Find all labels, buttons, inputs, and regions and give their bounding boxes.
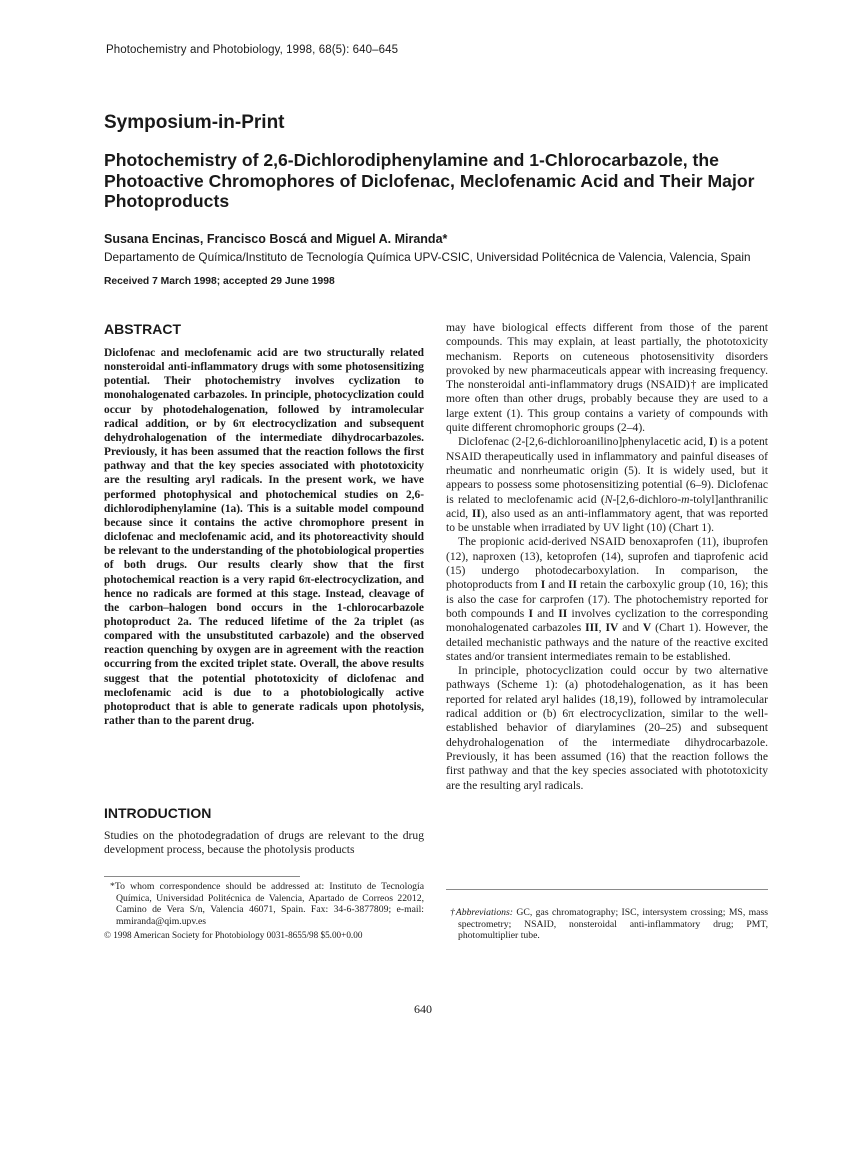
footnote-divider (446, 889, 768, 890)
running-head: Photochemistry and Photobiology, 1998, 68(5): 640–645 (106, 44, 399, 56)
abbreviations-footnote (446, 907, 768, 942)
affiliation: Departamento de Química/Instituto de Tecnología Química UPV-CSIC, Universidad Politécnica de Valencia, Valencia, Spain (104, 250, 751, 264)
abbreviations-text: GC, gas chromatography; ISC, intersystem crossing; MS, mass spectrometry; NSAID, nonsteroidal anti-inflammatory drug; PMT, photomultiplier tube. (458, 907, 768, 942)
page-number: 640 (414, 1002, 432, 1016)
introduction-heading: INTRODUCTION (104, 805, 212, 821)
correspondence-footnote (104, 881, 424, 927)
footnote-divider (104, 876, 300, 877)
paragraph: may have biological effects different from those of the parent compounds. This may explain, at least partially, the phototoxicity mechanism. Reports on cuteneous photosensitivity disorders provoked by new pharmaceuticals appear with increasing frequency. The nonsteroidal anti-inflammatory drugs (NSAID)† are implicated more often than other drugs, probably because they are used to a large extent (1). This group contains a variety of compounds with quite different chromophoric groups (2–4). (446, 321, 768, 435)
section-label: Symposium-in-Print (104, 112, 285, 133)
abbreviations-label: †Abbreviations: (450, 907, 514, 918)
article-title: Photochemistry of 2,6-Dichlorodiphenylamine and 1-Chlorocarbazole, the Photoactive Chromophores of Diclofenac, Meclofenamic Acid and Their Major Photoproducts (104, 150, 755, 212)
copyright-line: © 1998 American Society for Photobiology 0031-8655/98 $5.00+0.00 (104, 930, 363, 940)
paragraph: In principle, photocyclization could occur by two alternative pathways (Scheme 1): (a) photodehalogenation, as it has been reported for related aryl halides (18,19), followed by intramolecular radical addition or (b) 6π electrocyclization, similar to the well-established behavior of diarylamines (20–25) and subsequent dehydrohalogenation of the intermediate dihydrocarbazole. Previously, it has been assumed (16) that the reaction follows the first pathway and that the key species associated with phototoxicity are the resulting aryl radicals. (446, 664, 768, 792)
received-date: Received 7 March 1998; accepted 29 June 1998 (104, 276, 335, 287)
introduction-body: Studies on the photodegradation of drugs are relevant to the drug development process, because the photolysis products (104, 829, 424, 857)
abstract-heading: ABSTRACT (104, 321, 181, 337)
paragraph: Diclofenac (2-[2,6-dichloroanilino]phenylacetic acid, I) is a potent NSAID therapeutically used in inflammatory and painful diseases of rheumatic and nonrheumatic origin (5). It is widely used, but it appears to possess some photosensitizing potential (6–9). Diclofenac is related to meclofenamic acid (N-[2,6-dichloro-m-tolyl]anthranilic acid, II), also used as an anti-inflammatory agent, that was reported to be unstable when irradiated by UV light (10) (Chart 1). (446, 435, 768, 535)
correspondence-text: *To whom correspondence should be addressed at: Instituto de Tecnología Química, Universidad Politécnica de Valencia, Apartado de Correos 22012, Camino de Vera S/n, Valencia 46071, Spain. Fax: 34-6-3877809; e-mail: mmiranda@qim.upv.es (110, 881, 424, 927)
abstract-body: Diclofenac and meclofenamic acid are two structurally related nonsteroidal anti-inflammatory drugs with some photosensitizing potential. Their photochemistry involves cyclization to monohalogenated carbazoles. In principle, photocyclization could occur by photodehalogenation, followed by intramolecular radical addition, or by 6π electrocyclization and subsequent dehydrohalogenation of the intermediate dihydrocarbazoles. Previously, it has been assumed that the reaction follows the first pathway and that the key species associated with phototoxicity are the resulting aryl radicals. In the present work, we have performed photophysical and photochemical studies on 2,6-dichlorodiphenylamine (1a). This is a suitable model compound because since it contains the active chromophore present in diclofenac and meclofenamic acid, and its photoreactivity should be relevant to the understanding of the photobiological properties of both drugs. Our results clearly show that the first photochemical reaction is a very rapid 6π-electrocyclization, and hence no radicals are formed at this stage. Instead, cleavage of the carbon–halogen bond occurs in the 1-chlorocarbazole photoproduct 2a. The reduced lifetime of the 2a triplet (as compared with the unsubstituted carbazole) and the observed reaction quenching by oxygen are in agreement with the reaction occurring from the excited triplet state. Overall, the above results suggest that the potential phototoxicity of diclofenac and meclofenamic acid is due to a photobiologically active photoproduct that is able to generate radicals upon photolysis, rather than to the parent drug. (104, 347, 424, 728)
right-column-body (446, 321, 768, 793)
author-list: Susana Encinas, Francisco Boscá and Miguel A. Miranda* (104, 232, 448, 246)
paragraph: The propionic acid-derived NSAID benoxaprofen (11), ibuprofen (12), naproxen (13), ketoprofen (14), suprofen and tiaprofenic acid (15) undergo photodecarboxylation. In comparison, the photoproducts from I and II retain the carboxylic group (10, 16); this is also the case for carprofen (17). The photochemistry reported for both compounds I and II involves cyclization to the corresponding monohalogenated carbazoles III, IV and V (Chart 1). However, the detailed mechanistic pathways and the nature of the reactive excited states and/or transient intermediates remain to be established. (446, 535, 769, 663)
